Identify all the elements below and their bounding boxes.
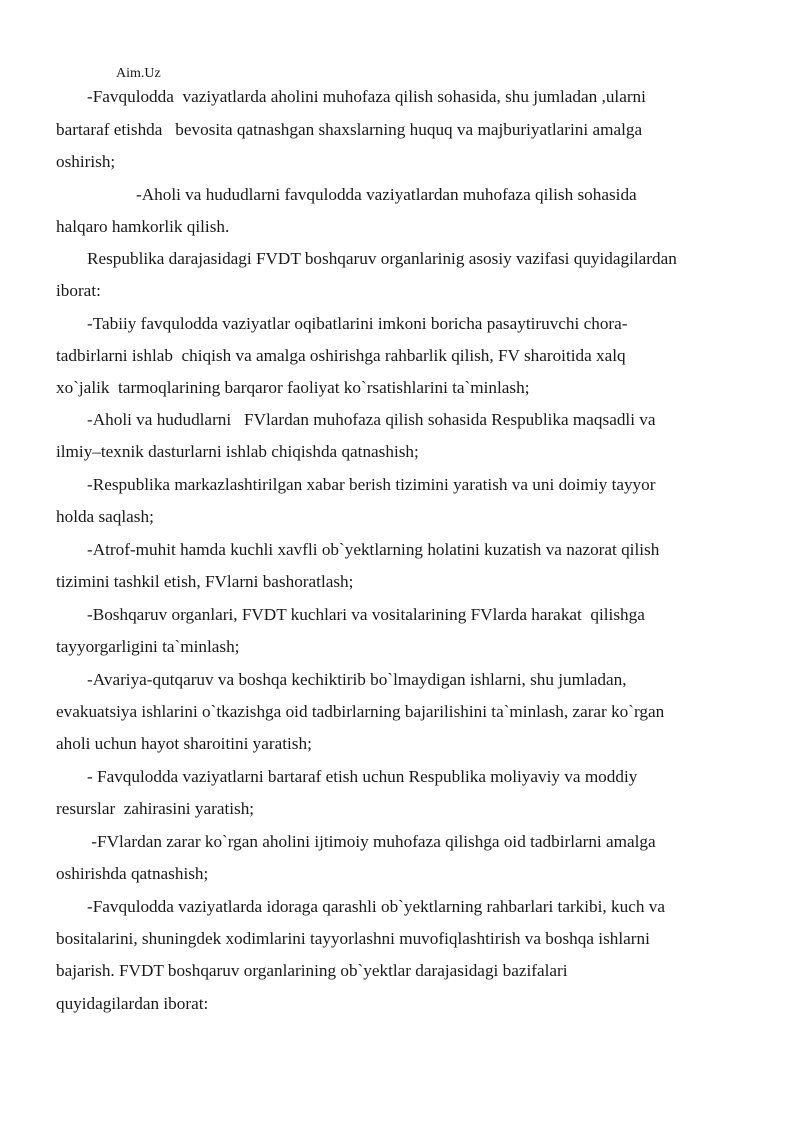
text-line: Respublika darajasidagi FVDT boshqaruv organlarinig asosiy vazifasi quyidagilardan bbox=[87, 249, 677, 268]
text-line: iborat: bbox=[56, 281, 101, 300]
text-line: -Tabiiy favqulodda vaziyatlar oqibatlarini imkoni boricha pasaytiruvchi chora- bbox=[87, 314, 628, 333]
text-line: -Favqulodda vaziyatlarda idoraga qarashli ob`yektlarning rahbarlari tarkibi, kuch va bbox=[87, 897, 665, 916]
text-line: bajarish. FVDT boshqaruv organlarining ob`yektlar darajasidagi bazifalari bbox=[56, 961, 568, 980]
text-line: -Favqulodda vaziyatlarda aholini muhofaza qilish sohasida, shu jumladan ,ularni bbox=[87, 87, 646, 106]
text-line: ilmiy–texnik dasturlarni ishlab chiqishda qatnashish; bbox=[56, 442, 419, 461]
text-line: xo`jalik tarmoqlarining barqaror faoliyat ko`rsatishlarini ta`minlash; bbox=[56, 378, 530, 397]
text-line: -Aholi va hududlarni favqulodda vaziyatlardan muhofaza qilish sohasida bbox=[136, 185, 637, 204]
text-line: tayyorgarligini ta`minlash; bbox=[56, 637, 240, 656]
text-line: resurslar zahirasini yaratish; bbox=[56, 799, 255, 818]
text-line: - Favqulodda vaziyatlarni bartaraf etish uchun Respublika moliyaviy va moddiy bbox=[87, 767, 638, 786]
text-line: oshirishda qatnashish; bbox=[56, 864, 209, 883]
text-line: oshirish; bbox=[56, 152, 116, 171]
text-line: aholi uchun hayot sharoitini yaratish; bbox=[56, 734, 312, 753]
text-line: bartaraf etishda bevosita qatnashgan shaxslarning huquq va majburiyatlarini amalga bbox=[56, 120, 643, 139]
text-line: -FVlardan zarar ko`rgan aholini ijtimoiy muhofaza qilishga oid tadbirlarni amalga bbox=[87, 832, 656, 851]
text-line: tadbirlarni ishlab chiqish va amalga oshirishga rahbarlik qilish, FV sharoitida xalq bbox=[56, 346, 626, 365]
text-line: -Atrof-muhit hamda kuchli xavfli ob`yektlarning holatini kuzatish va nazorat qilish bbox=[87, 540, 660, 559]
text-line: tizimini tashkil etish, FVlarni bashoratlash; bbox=[56, 572, 354, 591]
text-line: -Aholi va hududlarni FVlardan muhofaza qilish sohasida Respublika maqsadli va bbox=[87, 410, 656, 429]
text-line: bositalarini, shuningdek xodimlarini tayyorlashni muvofiqlashtirish va boshqa ishlarni bbox=[56, 929, 650, 948]
text-line: -Respublika markazlashtirilgan xabar berish tizimini yaratish va uni doimiy tayyor bbox=[87, 475, 656, 494]
text-line: -Avariya-qutqaruv va boshqa kechiktirib bo`lmaydigan ishlarni, shu jumladan, bbox=[87, 670, 627, 689]
text-line: halqaro hamkorlik qilish. bbox=[56, 217, 230, 236]
text-line: evakuatsiya ishlarini o`tkazishga oid tadbirlarning bajarilishini ta`minlash, zarar ko`rgan bbox=[56, 702, 665, 721]
header-watermark-text: Aim.Uz bbox=[116, 66, 161, 81]
text-line: -Boshqaruv organlari, FVDT kuchlari va vositalarining FVlarda harakat qilishga bbox=[87, 605, 645, 624]
text-line: quyidagilardan iborat: bbox=[56, 994, 209, 1013]
text-line: holda saqlash; bbox=[56, 507, 154, 526]
